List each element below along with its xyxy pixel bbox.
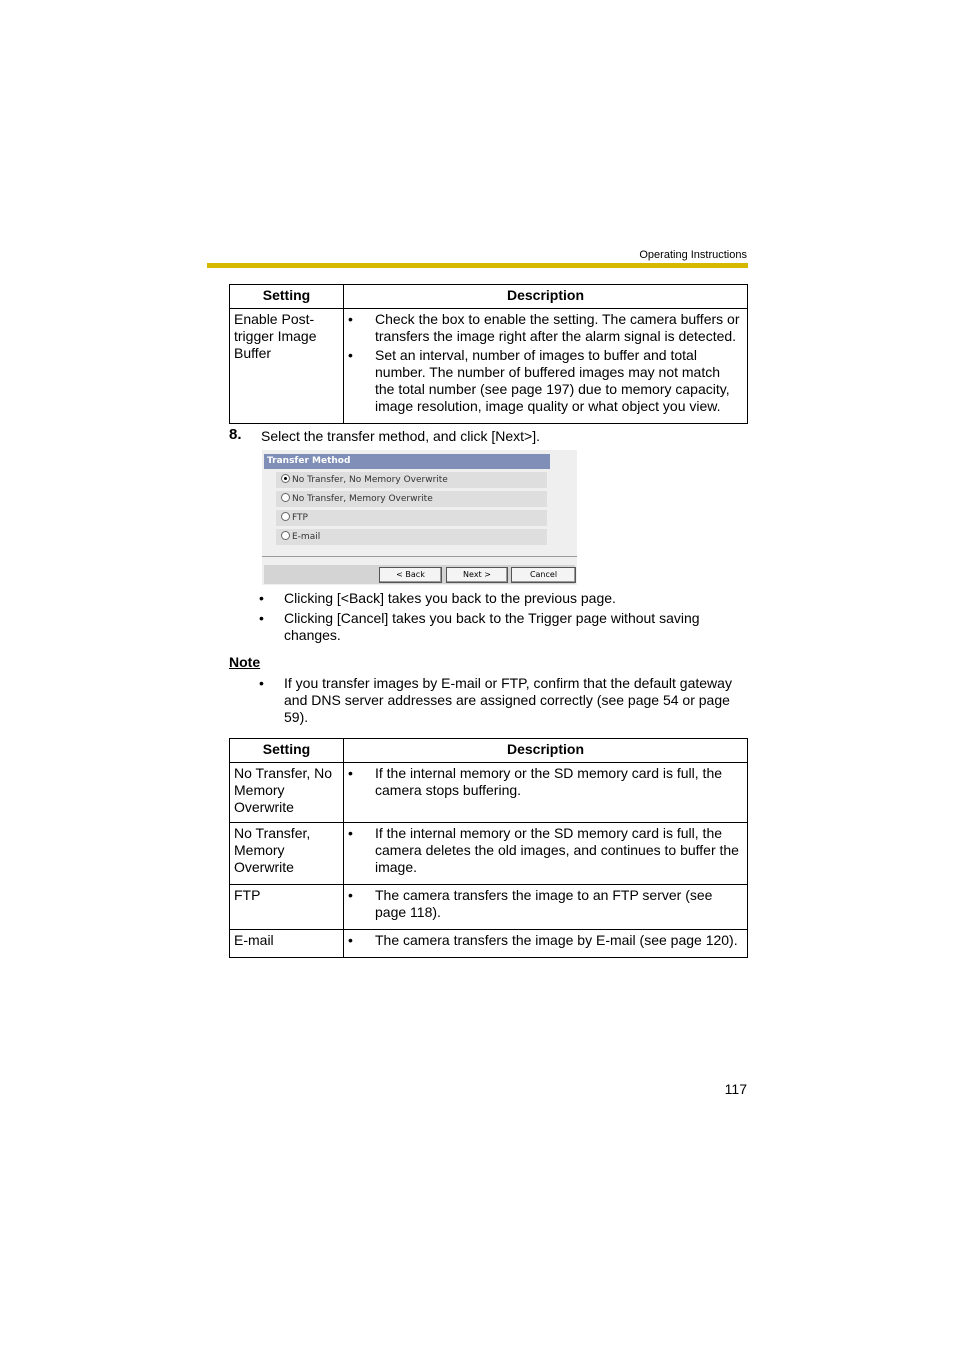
post-trigger-settings-table (229, 284, 748, 424)
description-bullet: • Check the box to enable the setting. The camera buffers or transfers the image right after the alarm signal is detected. (346, 311, 743, 345)
cancel-button[interactable]: Cancel (511, 567, 576, 583)
list-item: • Clicking [<Back] takes you back to the previous page. (259, 590, 616, 606)
option-label: FTP (292, 513, 308, 523)
list-item-text: Clicking [Cancel] takes you back to the Trigger page without saving changes. (284, 610, 700, 643)
option-no-transfer-no-overwrite[interactable] (276, 472, 547, 488)
description-cell (344, 763, 748, 823)
radio-icon[interactable] (281, 512, 290, 521)
list-item: • Clicking [Cancel] takes you back to the Trigger page without saving changes. (259, 610, 700, 643)
back-button[interactable]: < Back (379, 567, 442, 583)
list-item-text: If you transfer images by E-mail or FTP, confirm that the default gateway and DNS server addresses are assigned correctly (see page 54 or page 59). (284, 675, 732, 725)
panel-divider (262, 556, 577, 557)
option-no-transfer-overwrite[interactable] (276, 491, 547, 507)
description-cell (344, 930, 748, 958)
step-instruction: Select the transfer method, and click [Next>]. (261, 428, 540, 444)
transfer-method-screenshot (262, 450, 577, 585)
description-bullet: • If the internal memory or the SD memory card is full, the camera deletes the old images, and continues to buffer the image. (346, 825, 743, 876)
description-cell (344, 885, 748, 930)
description-bullet: • The camera transfers the image to an FTP server (see page 118). (346, 887, 743, 921)
setting-cell: No Transfer, Memory Overwrite (230, 823, 344, 885)
radio-selected-icon[interactable] (281, 474, 290, 483)
note-list (259, 675, 749, 729)
table-row (230, 823, 748, 885)
setting-cell: No Transfer, No Memory Overwrite (230, 763, 344, 823)
note-heading: Note (229, 654, 261, 670)
step-notes-list (259, 590, 749, 647)
table-header-row (230, 285, 748, 309)
header-rule (207, 263, 748, 268)
setting-cell: Enable Post-trigger Image Buffer (230, 309, 344, 424)
column-header-setting: Setting (230, 739, 344, 763)
panel-title: Transfer Method (264, 454, 550, 469)
running-header: Operating Instructions (639, 249, 747, 261)
step-number: 8. (229, 426, 242, 443)
table-row (230, 930, 748, 958)
description-bullet: • Set an interval, number of images to buffer and total number. The number of buffered images may not match the total number (see page 197) due to memory capacity, image resolution, image quality or what object you view. (346, 347, 743, 415)
description-cell (344, 823, 748, 885)
option-label: No Transfer, Memory Overwrite (292, 494, 433, 504)
transfer-method-table (229, 738, 748, 958)
page-number: 117 (724, 1081, 747, 1097)
table-row (230, 309, 748, 424)
setting-cell: E-mail (230, 930, 344, 958)
list-item-text: Clicking [<Back] takes you back to the previous page. (284, 590, 616, 606)
radio-icon[interactable] (281, 493, 290, 502)
column-header-description: Description (344, 285, 748, 309)
table-header-row (230, 739, 748, 763)
list-item: • If you transfer images by E-mail or FTP, confirm that the default gateway and DNS server addresses are assigned correctly (see page 54 or page 59). (259, 675, 732, 725)
next-button[interactable]: Next > (446, 567, 508, 583)
column-header-setting: Setting (230, 285, 344, 309)
description-bullet: • The camera transfers the image by E-mail (see page 120). (346, 932, 743, 949)
option-label: No Transfer, No Memory Overwrite (292, 475, 448, 485)
setting-cell: FTP (230, 885, 344, 930)
option-email[interactable] (276, 529, 547, 545)
description-cell (344, 309, 748, 424)
description-bullet: • If the internal memory or the SD memory card is full, the camera stops buffering. (346, 765, 743, 799)
option-label: E-mail (292, 532, 321, 542)
radio-icon[interactable] (281, 531, 290, 540)
table-row (230, 763, 748, 823)
table-row (230, 885, 748, 930)
option-ftp[interactable] (276, 510, 547, 526)
column-header-description: Description (344, 739, 748, 763)
